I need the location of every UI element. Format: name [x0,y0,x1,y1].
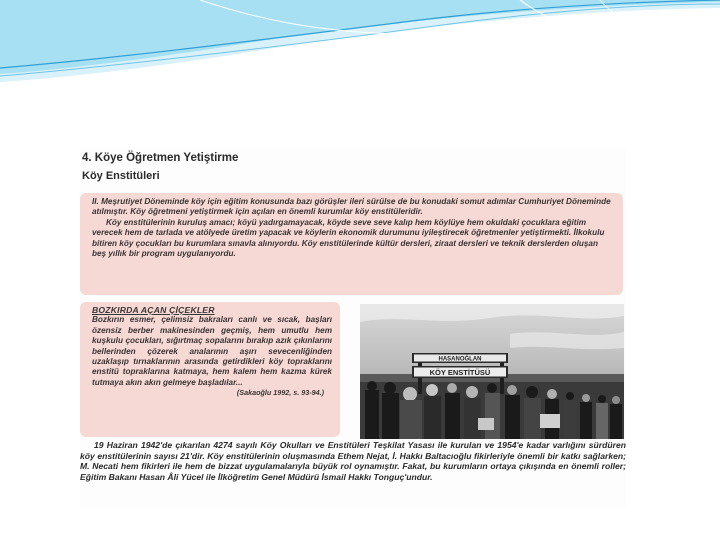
intro-paragraph-2: Köy enstitülerinin kuruluş amacı; köyü yadırgamayacak, köyde seve seve kalıp hem köylüye hem okuldaki çocuklara eğitim verecek hem de tarlada ve atölyede üretim yapacak ve köylerin ekonomik durumunu iyileştirecek öğretmenler yetiştirmekti. İlkokulu bitiren köy çocukları bu kurumlara sınavla alınıyordu. Köy enstitülerinde kültür dersleri, ziraat dersleri ve teknik derslerden oluşan beş yıllık bir program uygulanıyordu. [92,217,605,259]
section-subheading: Köy Enstitüleri [82,170,160,182]
textbook-page [80,148,626,508]
bottom-paragraph: 19 Haziran 1942'de çıkarılan 4274 sayılı Köy Okulları ve Enstitüleri Teşkilat Yasası ile kurulan ve 1954'e kadar varlığını sürdüren köy enstitülerinin sayısı 21'dir. Köy enstitülerinin oluşmasında Ethem Nejat, İ. Hakkı Baltacıoğlu fikirleriyle önemli bir katkı sağlarken; M. Necati hem fikirleri ile hem de bizzat uygulamalarıyla büyük rol oynamıştır. Fakat, bu kurumların ortaya çıkışında en önemli roller; Eğitim Bakanı Hasan Âli Yücel ile İlköğretim Genel Müdürü İsmail Hakkı Tonguç'undur. [80,440,626,482]
intro-paragraph-1: II. Meşrutiyet Döneminde köy için eğitim konusunda bazı görüşler ileri sürülse de bu konudaki somut adımlar Cumhuriyet Döneminde atılmıştır. Köy öğretmeni yetiştirmek için açılan en önemli kurumlar köy enstitüleridir. [92,197,611,217]
sign-main-text: KÖY ENSTİTÜSÜ [429,367,491,377]
photo-illustration [360,304,624,439]
section-heading: 4. Köye Öğretmen Yetiştirme [82,152,239,164]
sign-top-text: HASANOĞLAN [438,356,482,363]
quote-box [80,302,340,437]
quote-title: BOZKIRDA AÇAN ÇİÇEKLER [92,305,215,315]
village-institute-photo [360,304,624,439]
bottom-text [80,440,626,482]
quote-citation: (Sakaoğlu 1992, s. 93-94.) [236,388,324,398]
slide-header-decoration [0,0,720,100]
intro-box [80,193,623,295]
quote-text: Bozkırın esmer, çelimsiz bakraları canlı ve sıcak, başları özensiz berber makinesinden geçmiş, hem umutlu hem kuşkulu çocukları, sığırtmaç sopalarını bırakıp azık çıkınlarını bellerinden çözerek analarının aşırı sevecenliğinden uzaklaşıp tırnaklarının arasında getirdikleri köy topraklarını enstitü topraklarına katmaya, hem kalem hem kazma kürek tutmaya akın akın gelmeye başladılar... [92,315,332,387]
